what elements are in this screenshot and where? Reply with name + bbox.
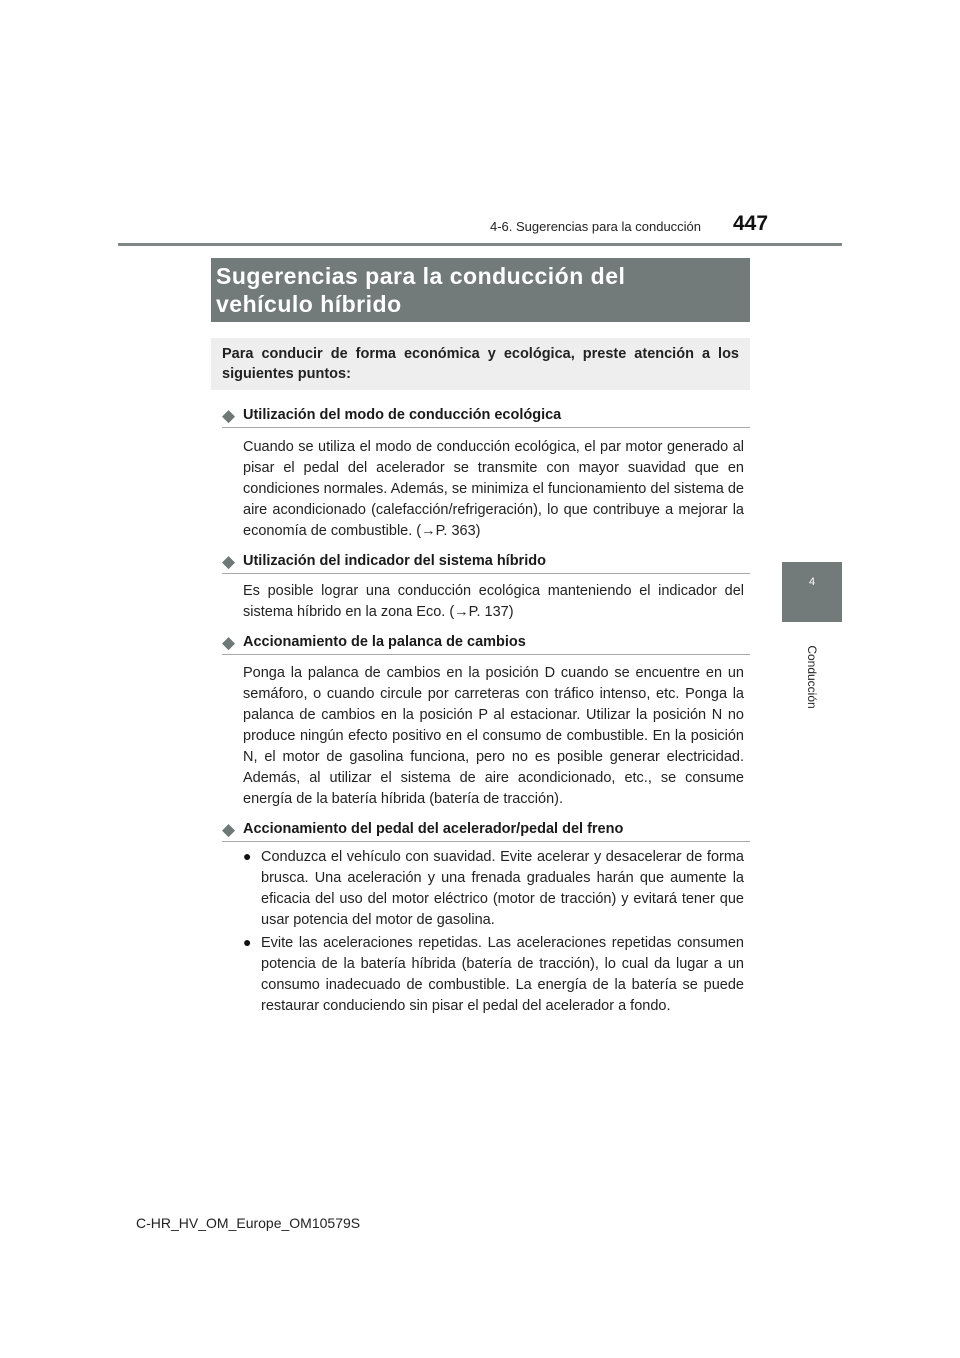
chapter-tab: 4 [782, 562, 842, 622]
page-title-line2: vehículo híbrido [216, 291, 402, 317]
page-title-line1: Sugerencias para la conducción del [216, 263, 626, 289]
document-code: C-HR_HV_OM_Europe_OM10579S [136, 1215, 361, 1231]
header-section-title: 4-6. Sugerencias para la conducción [490, 219, 702, 234]
diamond-icon: ◆ [222, 406, 236, 425]
diamond-icon: ◆ [222, 633, 236, 652]
diamond-icon: ◆ [222, 552, 236, 571]
bullet-dot-icon: ● [243, 934, 252, 950]
section-body: Cuando se utiliza el modo de conducción ecológica, el par motor generado al pisar el pedal del acelerador se transmite con mayor suavidad que en condiciones normales. Además, se minimiza el funcionamiento del sistema de aire acondicionado (calefacción/refrigeración), lo que contribuye a mejorar la economía de combustible. (→P. 363) [243, 439, 744, 539]
section-body: Es posible lograr una conducción ecológica manteniendo el indicador del sistema híbrido en la zona Eco. (→P. 137) [243, 583, 744, 620]
header-divider [118, 243, 842, 246]
list-item: Conduzca el vehículo con suavidad. Evite acelerar y desacelerar de forma brusca. Una aceleración y una frenada graduales harán que aumente la eficacia del uso del motor eléctrico (motor de tracción) y evitará tener que usar potencia del motor de gasolina. [261, 849, 744, 928]
section-heading-text: Accionamiento del pedal del acelerador/pedal del freno [243, 821, 624, 837]
chapter-label: Conducción [805, 645, 819, 709]
section-heading [222, 407, 750, 428]
section-heading [222, 553, 750, 574]
section-heading-text: Utilización del indicador del sistema híbrido [243, 553, 546, 569]
section-body: Ponga la palanca de cambios en la posición D cuando se encuentre en un semáforo, o cuando circule por carreteras con tráfico intenso, etc. Ponga la palanca de cambios en la posición P al estacionar. Utilizar la posición N no produce ningún efecto positivo en el consumo de combustible. En la posición N, el motor de gasolina funciona, pero no es posible generar electricidad. Además, al utilizar el sistema de aire acondicionado, etc., se consume energía de la batería híbrida (batería de tracción). [243, 665, 744, 807]
intro-text: Para conducir de forma económica y ecológica, preste atención a los siguientes puntos: [222, 346, 739, 382]
bullet-dot-icon: ● [243, 848, 252, 864]
section-heading [222, 821, 750, 842]
section-heading-text: Accionamiento de la palanca de cambios [243, 634, 526, 650]
page-title-box [211, 258, 750, 322]
section-heading [222, 634, 750, 655]
intro-box [211, 338, 750, 390]
diamond-icon: ◆ [222, 820, 236, 839]
list-item: Evite las aceleraciones repetidas. Las aceleraciones repetidas consumen potencia de la batería híbrida (batería de tracción), lo cual da lugar a un consumo inadecuado de combustible. La energía de la batería se puede restaurar conduciendo sin pisar el pedal del acelerador a fondo. [261, 935, 744, 1014]
page-title [216, 262, 625, 318]
section-heading-text: Utilización del modo de conducción ecológica [243, 407, 562, 423]
page-number: 447 [733, 212, 769, 235]
